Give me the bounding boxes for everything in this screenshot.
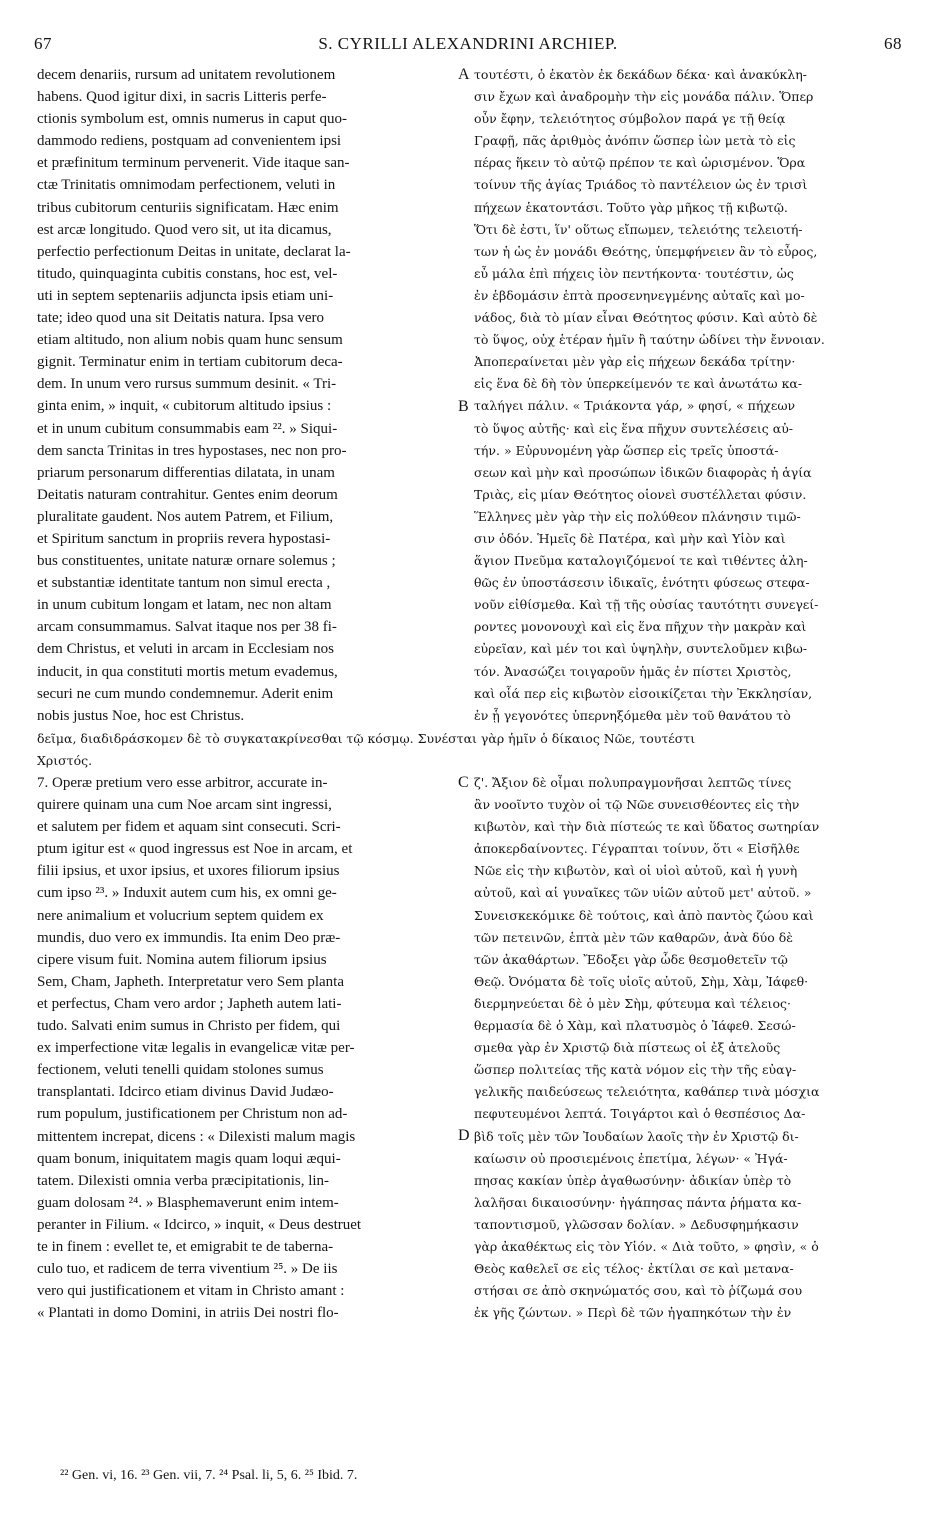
text-line: perfectio perfectionum Deitas in unitate, declarat la- xyxy=(37,243,351,260)
text-line: ἀποκερδαίνοντες. Γέγραπται τοίνυν, ὅτι « Εἰσῆλθε xyxy=(474,841,800,857)
text-line: πησας κακίαν ὑπὲρ ἀγαθωσύνην· ἀδικίαν ὑπὲρ τὸ xyxy=(474,1172,792,1188)
text-line: et Spiritum sanctum in propriis revera hypostasi- xyxy=(37,530,331,547)
text-line: ἅγιον Πνεῦμα καταλογιζόμενοί τε καὶ τιθέντες ἀλη- xyxy=(474,553,808,569)
text-line: etiam altitudo, non alium nobis quam hunc sensum xyxy=(37,332,343,349)
footnotes: ²² Gen. vi, 16. ²³ Gen. vii, 7. ²⁴ Psal. li, 5, 6. ²⁵ Ibid. 7. xyxy=(60,1468,358,1483)
text-line: ταλήγει πάλιν. « Τριάκοντα γάρ, » φησί, « πήχεων xyxy=(474,398,796,414)
text-line: vero qui justificationem et vitam in Christo amant : xyxy=(37,1283,345,1300)
text-line: σιν ὁδόν. Ἡμεῖς δὲ Πατέρα, καὶ μὴν καὶ Υἱὸν καὶ xyxy=(474,530,786,546)
text-line: Χριστός. xyxy=(37,753,93,769)
text-line: dem sancta Trinitas in tres hypostases, nec non pro- xyxy=(37,442,347,459)
margin-marker-b: B xyxy=(458,398,469,415)
text-line: βὶδ τοῖς μὲν τῶν Ἰουδαίων λαοῖς τὴν ἐν Χριστῷ δι- xyxy=(474,1128,799,1144)
margin-marker-c: C xyxy=(458,774,469,791)
text-line: cum ipso ²³. » Induxit autem cum his, ex omni ge- xyxy=(37,885,337,902)
text-line: ex imperfectione vitæ legalis in evangelicæ vitæ per- xyxy=(37,1040,355,1057)
text-line: priarum personarum differentias dilatata, in unam xyxy=(37,464,335,481)
text-line: Συνεισκεκόμικε δὲ τούτοις, καὶ ἀπὸ παντὸς ζώου καὶ xyxy=(474,907,814,923)
text-line: dem Christus, et veluti in arcam in Ecclesiam nos xyxy=(37,641,335,658)
text-line: τῶν ἀκαθάρτων. Ἔδοξει γὰρ ὧδε θεσμοθετεῖν τῷ xyxy=(474,951,788,967)
text-line: ἐν ᾗ γεγονότες ὑπερνηξόμεθα μὲν τοῦ θανάτου τὸ xyxy=(474,707,791,723)
latin-column-bottom xyxy=(37,772,462,1324)
text-line: arcam consummamus. Salvat itaque nos per 38 fi- xyxy=(37,619,337,636)
text-line: γὰρ ἀκαθέκτως εἰς τὸν Υἱόν. « Διὰ τοῦτο, » φησὶν, « ὁ xyxy=(474,1238,819,1254)
text-line: uti in septem septenariis adjuncta ipsis etiam uni- xyxy=(37,287,334,304)
latin-column-top xyxy=(37,64,462,727)
text-line: fectionem, veluti tenelli quidam stolones sumus xyxy=(37,1062,324,1079)
text-line: ἂν νοοῖντο τυχὸν οἱ τῷ Νῶε συνεισθέοντες εἰς τὴν xyxy=(474,797,800,813)
greek-column-top xyxy=(474,64,894,727)
text-line: tatem. Dilexisti omnia verba præcipitationis, lin- xyxy=(37,1172,330,1189)
text-line: Ἀποπεραίνεται μὲν γὰρ εἰς πήχεων δεκάδα τρίτην· xyxy=(474,354,796,370)
text-line: et perfectus, Cham vero ardor ; Japheth autem lati- xyxy=(37,995,342,1012)
text-line: τήν. » Εὐρυνομένη γὰρ ὥσπερ εἰς τρεῖς ὑποστά- xyxy=(474,442,779,458)
text-line: et in unum cubitum consummabis eam ²². » Siqui- xyxy=(37,420,338,437)
text-line: gignit. Terminatur enim in tertiam cubitorum deca- xyxy=(37,354,343,371)
text-line: των ἡ ὡς ἐν μονάδι Θεότης, ὑπεμφήνειεν ἂν τὸ εὖρος, xyxy=(474,243,818,259)
text-line: quam bonum, iniquitatem magis quam loqui æqui- xyxy=(37,1150,341,1167)
margin-marker-a: A xyxy=(458,66,470,83)
text-line: εἰς ἕνα δὲ δὴ τὸν ὑπερκείμενόν τε καὶ ἀνωτάτω κα- xyxy=(474,376,803,392)
text-line: εὖ μάλα ἐπὶ πήχεις ἰὸν πεντήκοντα· τουτέστιν, ὡς xyxy=(474,265,794,281)
text-line: σεων καὶ μὴν καὶ προσώπων ἰδικῶν διαφορὰς ἡ ἁγία xyxy=(474,464,812,480)
text-line: ctionis symbolum est, omnis numerus in caput quo- xyxy=(37,111,347,128)
greek-column-bottom xyxy=(474,772,894,1324)
text-line: Τριὰς, εἰς μίαν Θεότητος οἱονεὶ συστέλλεται φύσιν. xyxy=(474,486,807,502)
text-line: Deitatis naturam contrahitur. Gentes enim deorum xyxy=(37,486,338,503)
text-line: tribus cubitorum centuriis significatam. Hæc enim xyxy=(37,199,339,216)
text-line: αὐτοῦ, καὶ αἱ γυναῖκες τῶν υἱῶν αὐτοῦ μετ' αὐτοῦ. » xyxy=(474,885,812,901)
text-line: διερμηνεύεται δὲ ὁ μὲν Σὴμ, φύτευμα καὶ τέλειος· xyxy=(474,995,791,1011)
text-line: dammodo rediens, postquam ad convenientem ipsi xyxy=(37,133,342,150)
text-line: dem. In unum vero rursus summum desinit. « Tri- xyxy=(37,376,337,393)
text-line: mittentem increpat, dicens : « Dilexisti malum magis xyxy=(37,1128,356,1145)
right-page-number: 68 xyxy=(884,34,902,53)
text-line: in unum cubitum longam et latam, nec non altam xyxy=(37,597,332,614)
text-line: ginta enim, » inquit, « cubitorum altitudo ipsius : xyxy=(37,398,332,415)
text-line: tate; ideo quod una sit Deitatis natura. Ipsa vero xyxy=(37,310,324,327)
text-line: τόν. Ἀνασώζει τοιγαροῦν ἡμᾶς ἐν πίστει Χριστὸς, xyxy=(474,663,792,679)
text-line: quirere quinam una cum Noe arcam sint ingressi, xyxy=(37,797,332,814)
text-line: Ἕλληνες μὲν γὰρ τὴν εἰς πολύθεον πλάνησιν τιμῶ- xyxy=(474,508,801,524)
text-line: mundis, duo vero ex immundis. Ita enim Deo præ- xyxy=(37,929,341,946)
text-line: tudo. Salvati enim sumus in Christo per fidem, qui xyxy=(37,1018,341,1035)
text-line: rum populum, justificationem per Christum non ad- xyxy=(37,1106,348,1123)
text-line: θερμασία δὲ ὁ Χὰμ, καὶ πλατυσμὸς ὁ Ἰάφεθ. Σεσώ- xyxy=(474,1018,796,1034)
text-line: ταποντισμοῦ, γλῶσσαν δολίαν. » Δεδυσφημήκασιν xyxy=(474,1216,799,1232)
text-line: Νῶε εἰς τὴν κιβωτὸν, καὶ οἱ υἱοὶ αὐτοῦ, καὶ ἡ γυνὴ xyxy=(474,863,798,879)
text-line: τοίνυν τῆς ἁγίας Τριάδος τὸ παντέλειον ὡς ἐν τρισὶ xyxy=(474,177,808,193)
text-line: τουτέστι, ὁ ἑκατὸν ἐκ δεκάδων δέκα· καὶ ἀνακύκλη- xyxy=(474,67,807,82)
left-page-number: 67 xyxy=(34,34,52,53)
text-line: οὖν ἔφην, τελειότητος σύμβολον παρά γε τῇ θείᾳ xyxy=(474,111,786,127)
text-line: νάδος, διὰ τὸ μίαν εἶναι Θεότητος φύσιν. Καὶ αὐτὸ δὲ xyxy=(474,310,818,326)
text-line: τῶν πετεινῶν, ἑπτὰ μὲν τῶν καθαρῶν, ἀνὰ δύο δὲ xyxy=(474,929,793,945)
text-line: nere animalium et volucrium septem quidem ex xyxy=(37,907,324,924)
text-line: κιβωτὸν, καὶ τὴν διὰ πίστεώς τε καὶ ὕδατος σωτηρίαν xyxy=(474,819,820,835)
text-line: titudo, quinquaginta cubitis constans, hoc est, vel- xyxy=(37,265,338,282)
text-line: inducit, in qua constituti mortis metum evademus, xyxy=(37,663,338,680)
text-line: « Plantati in domo Domini, in atriis Dei nostri flo- xyxy=(37,1305,339,1322)
text-line: securi ne cum mundo condemnemur. Aderit enim xyxy=(37,685,334,702)
text-line: σμεθα γὰρ ἐν Χριστῷ διὰ πίστεως οἱ ἐξ ἀτελοῦς xyxy=(474,1040,781,1056)
text-line: 7. Operæ pretium vero esse arbitror, accurate in- xyxy=(37,775,328,791)
text-line: θῶς ἐν ὑποστάσεσιν ἰδικαῖς, ἑνότητι φύσεως στεφα- xyxy=(474,575,810,591)
text-line: et substantiæ identitate tantum non simul erecta , xyxy=(37,575,331,592)
text-line: culo tuo, et radicem de terra viventium ²⁵. » De iis xyxy=(37,1261,338,1278)
page-header xyxy=(34,34,902,60)
text-line: et præfinitum terminum pervenerit. Vide itaque san- xyxy=(37,155,350,172)
text-line: νοῦν εἰθίσμεθα. Καὶ τῇ τῆς οὐσίας ταυτότητι συνεγεί- xyxy=(474,597,819,613)
text-line: filii ipsius, et uxor ipsius, et uxores filiorum ipsius xyxy=(37,863,340,880)
text-line: nobis justus Noe, hoc est Christus. xyxy=(37,707,245,724)
text-line: ctæ Trinitatis omnimodam perfectionem, veluti in xyxy=(37,177,336,194)
text-line: ζ'. Ἄξιον δὲ οἶμαι πολυπραγμονῆσαι λεπτῶς τίνες xyxy=(474,775,792,790)
text-line: στήσαι σε ἀπὸ σκηνώματός σου, καὶ τὸ ῥίζωμά σου xyxy=(474,1283,803,1299)
text-line: ptum igitur est « quod ingressus est Noe in arcam, et xyxy=(37,841,353,858)
text-line: καίωσιν οὐ προσιεμένοις ἐπετίμα, λέγων· « Ἠγά- xyxy=(474,1150,788,1166)
text-line: cipere visum fuit. Nomina autem filiorum ipsius xyxy=(37,951,327,968)
text-line: σιν ἔχων καὶ ἀναδρομὴν τὴν εἰς μονάδα πάλιν. Ὅπερ xyxy=(474,89,814,105)
text-line: ροντες μονονουχὶ καὶ εἰς ἕνα πῆχυν τὴν μακρὰν καὶ xyxy=(474,619,807,635)
text-line: δεῖμα, διαδιδράσκομεν δὲ τὸ συγκατακρίνεσθαι τῷ κόσμῳ. Συνέσται γὰρ ἡμῖν ὁ δίκαιος Νῶε, τουτέστι xyxy=(37,731,696,746)
text-line: καὶ οἷά περ εἰς κιβωτὸν εἰσοικίζεται τὴν Ἐκκλησίαν, xyxy=(474,685,813,701)
text-line: Θεὸς καθελεῖ σε εἰς τέλος· ἐκτίλαι σε καὶ μετανα- xyxy=(474,1261,794,1277)
text-line: et salutem per fidem et aquam sint consecuti. Scri- xyxy=(37,819,341,836)
text-line: πέρας ἥκειν τὸ αὐτῷ πρέπον τε καὶ ὡρισμένον. Ὅρα xyxy=(474,155,806,171)
margin-marker-d: D xyxy=(458,1127,470,1144)
text-line: Ὅτι δὲ ἐστι, ἵν' οὕτως εἴπωμεν, τελειότης τελειοτή- xyxy=(474,221,803,237)
text-line: Sem, Cham, Japheth. Interpretatur vero Sem planta xyxy=(37,973,344,990)
text-line: guam dolosam ²⁴. » Blasphemaverunt enim intem- xyxy=(37,1194,339,1211)
text-line: Γραφῇ, πᾶς ἀριθμὸς ἀνόπιν ὥσπερ ἰὼν μετὰ τὸ εἰς xyxy=(474,133,796,149)
text-line: Θεῷ. Ὀνόματα δὲ τοῖς υἱοῖς αὐτοῦ, Σὴμ, Χὰμ, Ἰάφεθ· xyxy=(474,973,809,989)
greek-full-width-lines xyxy=(37,728,897,772)
text-line: εὐρεῖαν, καὶ μέν τοι καὶ ὑψηλὴν, συντελοῦμεν κιβω- xyxy=(474,641,808,657)
text-line: πήχεων ἑκατοντάσι. Τοῦτο γὰρ μῆκος τῇ κιβωτῷ. xyxy=(474,199,788,215)
text-line: est arcæ longitudo. Quod vero sit, ut ita dicamus, xyxy=(37,221,332,238)
text-line: ἐκ γῆς ζώντων. » Περὶ δὲ τῶν ἠγαπηκότων τὴν ἐν xyxy=(474,1305,792,1321)
text-line: decem denariis, rursum ad unitatem revolutionem xyxy=(37,67,336,83)
text-line: bus constituentes, unitate naturæ ornare solemus ; xyxy=(37,553,336,570)
text-line: transplantati. Idcirco etiam divinus David Judæo- xyxy=(37,1084,334,1101)
text-line: λαλῆσαι δικαιοσύνην· ἠγάπησας πάντα ῥήματα κα- xyxy=(474,1194,802,1210)
running-title: S. CYRILLI ALEXANDRINI ARCHIEP. xyxy=(318,34,618,53)
text-line: peranter in Filium. « Idcirco, » inquit, « Deus destruet xyxy=(37,1216,362,1233)
text-line: habens. Quod igitur dixi, in sacris Litteris perfe- xyxy=(37,89,327,106)
text-line: te in finem : evellet te, et emigrabit te de taberna- xyxy=(37,1238,334,1255)
text-line: pluralitate gaudent. Nos autem Patrem, et Filium, xyxy=(37,508,334,525)
text-line: τὸ ὕψος, οὐχ ἑτέραν ἡμῖν ἢ ταύτην ὠδίνει τὴν ἔννοιαν. xyxy=(474,332,825,348)
text-line: πεφυτευμένοι λεπτά. Τοιγάρτοι καὶ ὁ θεσπέσιος Δα- xyxy=(474,1106,806,1122)
text-line: ἐν ἑβδομάσιν ἑπτὰ προσενηνεγμένης αὐταῖς καὶ μο- xyxy=(474,287,805,303)
text-line: τὸ ὕψος αὐτῆς· καὶ εἰς ἕνα πῆχυν συντελέσεις αὐ- xyxy=(474,420,794,436)
text-line: γελικῆς παιδεύσεως τελειότητα, καθάπερ τινὰ μόσχια xyxy=(474,1084,820,1100)
text-line: ὥσπερ πολιτείας τῆς κατὰ νόμον εἰς τὴν τῆς εὐαγ- xyxy=(474,1062,797,1078)
